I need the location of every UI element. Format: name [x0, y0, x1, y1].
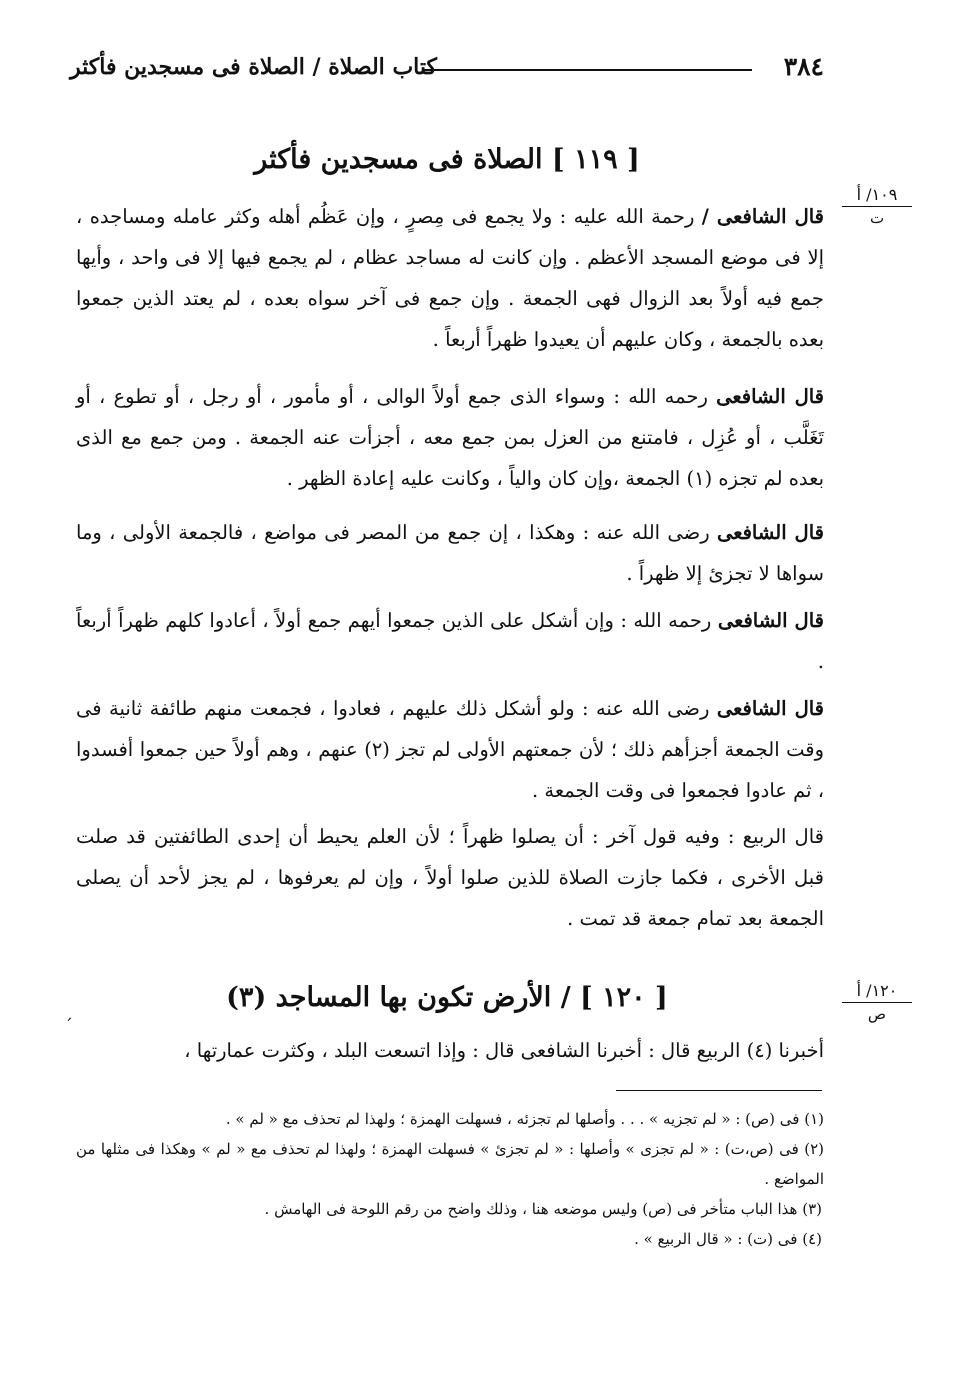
paragraph-text: رحمة الله عليه : ولا يجمع فى مِصرٍ ، وإن عَظُم أهله وكثر عامله ومساجده ، إلا فى موضع المسجد الأعظم . وإن كانت له مساجد عظام ، لم يجمع فيها إلا فى واحد ، وأيها جمع فيه أولاً بعد الزوال فهى الجمعة . وإن جمع فى آخر سواه بعده ، لم يعتد الذين جمعوا بعده بالجمعة ، وكان عليهم أن يعيدوا ظهراً أربعاً .: [76, 205, 824, 351]
paragraph: [76, 816, 824, 939]
paragraph-text: رحمه الله : وسواء الذى جمع أولاً الوالى ، أو مأمور ، أو رجل ، أو تطوع ، أو تَغَلَّب ، أو عُزِل ، فامتنع من العزل بمن جمع معه ، أجزأت عنه الجمعة . ومن جمع مع الذى بعده لم تجزه (١) الجمعة ،وإن كان والياً ، وكانت عليه إعادة الظهر .: [76, 385, 824, 490]
footnote-3: (٣) هذا الباب متأخر فى (ص) وليس موضعه هنا ، وذلك واضح من رقم اللوحة فى الهامش .: [264, 1200, 822, 1218]
paragraph-text: رحمه الله : وإن أشكل على الذين جمعوا أيهم جمع أولاً ، أعادوا كلهم ظهراً أربعاً .: [76, 609, 824, 673]
margin-ref-folio: ١٠٩/ أ: [842, 186, 912, 207]
running-header: [70, 52, 824, 88]
margin-ref-manuscript: ص: [867, 1005, 887, 1023]
ink-mark: ´: [64, 1016, 73, 1037]
margin-ref-folio: ١٢٠/ أ: [842, 982, 912, 1003]
section-heading-119: [ ١١٩ ] الصلاة فى مسجدين فأكثر: [254, 144, 640, 175]
paragraph-lead: قال الشافعى: [716, 697, 825, 720]
paragraph-text: أخبرنا (٤) الربيع قال : أخبرنا الشافعى قال : وإذا اتسعت البلد ، وكثرت عمارتها ،: [184, 1039, 824, 1062]
margin-ref-1: [842, 186, 912, 227]
footnote-rule: [616, 1090, 822, 1091]
footnote-1: (١) فى (ص) : « لم تجزيه » . . . وأصلها لم تجزئه ، فسهلت الهمزة ؛ ولهذا لم تحذف مع « لم » .: [225, 1110, 824, 1128]
margin-ref-2: [842, 982, 912, 1023]
margin-ref-manuscript: ت: [869, 209, 885, 227]
running-title: كتاب الصلاة / الصلاة فى مسجدين فأكثر: [70, 54, 437, 80]
header-rule: [422, 69, 752, 71]
paragraph: [76, 600, 824, 682]
footnote-2: (٢) فى (ص،ت) : « لم تجزى » وأصلها : « لم تجزئ » فسهلت الهمزة ؛ ولهذا لم تحذف مع « لم » وهكذا فى مثلها من المواضع .: [76, 1140, 824, 1188]
paragraph: [76, 196, 824, 360]
paragraph-lead: قال الشافعى /: [701, 205, 825, 228]
section-heading-120: [ ١٢٠ ] / الأرض تكون بها المساجد (٣): [226, 982, 668, 1013]
paragraph: [76, 688, 824, 811]
paragraph: [76, 512, 824, 594]
paragraph-lead: قال الشافعى: [716, 521, 824, 544]
footnotes: [76, 1104, 824, 1254]
paragraph-text: رضى الله عنه : وهكذا ، إن جمع من المصر فى مواضع ، فالجمعة الأولى ، وما سواها لا تجزئ إلا ظهراً .: [76, 521, 824, 585]
page-number: ٣٨٤: [783, 52, 824, 81]
paragraph-lead: قال الشافعى: [716, 385, 824, 408]
paragraph: [76, 376, 824, 499]
footnote-4: (٤) فى (ت) : « قال الربيع » .: [634, 1230, 822, 1248]
paragraph-lead: قال الشافعى: [717, 609, 824, 632]
paragraph: [76, 1030, 824, 1071]
paragraph-text: رضى الله عنه : ولو أشكل ذلك عليهم ، فعادوا ، فجمعت منهم طائفة ثانية فى وقت الجمعة أجزأهم ذلك ؛ لأن جمعتهم الأولى لم تجز (٢) عنهم ، وهم أولاً حين جمعوا أفسدوا ، ثم عادوا فجمعوا فى وقت الجمعة .: [76, 697, 825, 802]
paragraph-text: قال الربيع : وفيه قول آخر : أن يصلوا ظهراً ؛ لأن العلم يحيط أن إحدى الطائفتين قد صلت قبل الأخرى ، فكما جازت الصلاة للذين صلوا أولاً ، وإن لم يعرفوها ، لم يجز لأحد أن يصلى الجمعة بعد تمام جمعة قد تمت .: [76, 825, 824, 930]
